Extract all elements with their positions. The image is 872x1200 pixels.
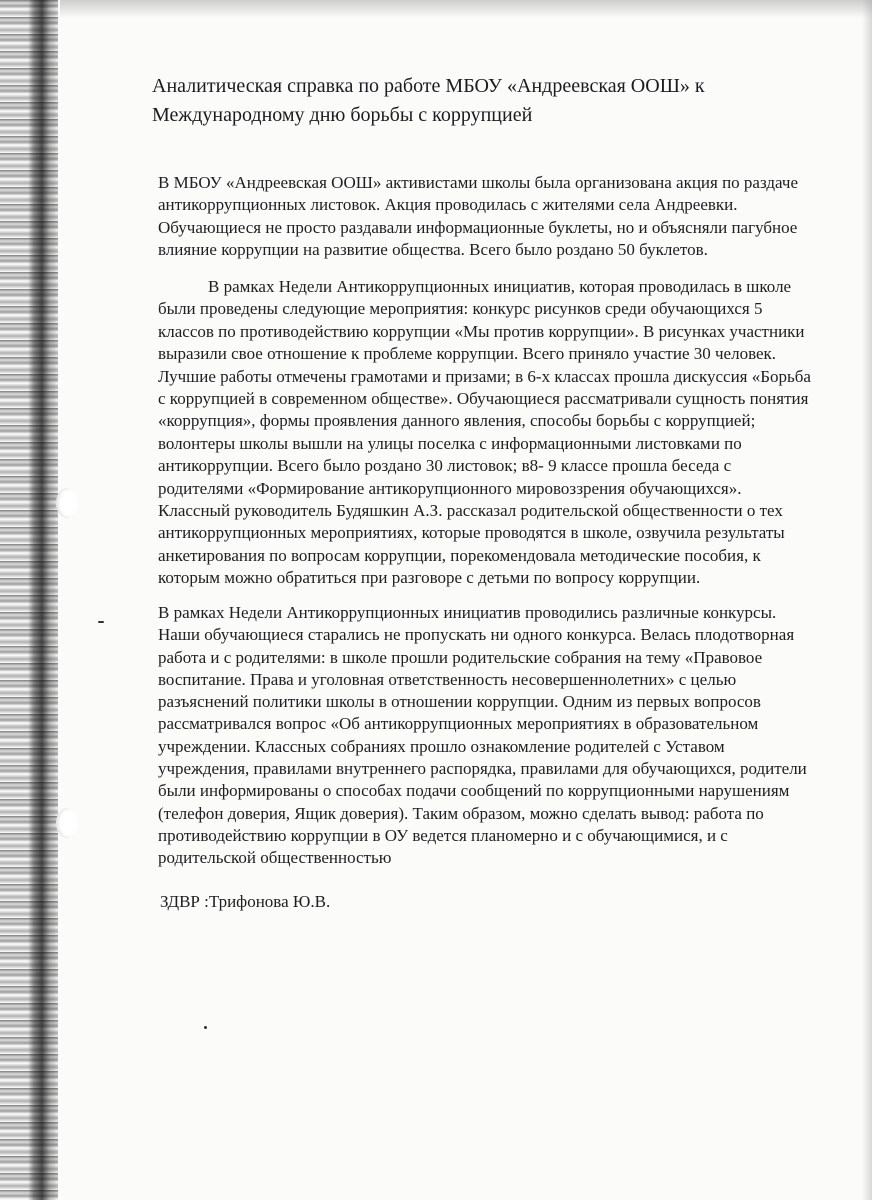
text-line: родительской общественностью	[158, 848, 392, 868]
text-line: рассматривался вопрос «Об антикоррупционных мероприятиях в образовательном	[158, 714, 759, 734]
text-line: В МБОУ «Андреевская ООШ» активистами школы была организована акция по раздаче	[158, 173, 798, 192]
text-line: (телефон доверия, Ящик доверия). Таким образом, можно сделать вывод: работа по	[158, 803, 764, 823]
signature-line: ЗДВР :Трифонова Ю.В.	[160, 892, 331, 911]
text-line: разъяснений политики школы в отношении коррупции. Одним из первых вопросов	[158, 692, 761, 712]
paragraph-contests-and-parents	[158, 602, 838, 870]
text-line: Обучающиеся не просто раздавали информационные буклеты, но и объясняли пагубное	[158, 217, 798, 237]
punch-hole	[56, 488, 78, 518]
text-line: были информированы о способах подачи сообщений по коррупционными нарушениям	[158, 781, 790, 801]
title-line: Международному дню борьбы с коррупцией	[152, 104, 533, 126]
scan-top-shadow	[60, 0, 872, 18]
paragraph-anticorruption-week	[158, 276, 838, 590]
text-line: учреждения, правилами внутреннего распорядка, правилами для обучающихся, родители	[158, 759, 807, 779]
text-line: классов по противодействию коррупции «Мы против коррупции». В рисунках участники	[158, 321, 805, 341]
scan-binding-edge	[0, 0, 58, 1200]
text-line: В рамках Недели Антикоррупционных инициатив, которая проводилась в школе	[208, 277, 792, 296]
text-line: которым можно обратиться при разговоре с детьми по вопросу коррупции.	[158, 568, 701, 588]
text-line: анкетирования по вопросам коррупции, порекомендовала методические пособия, к	[158, 545, 761, 565]
text-line: волонтеры школы вышли на улицы поселка с информационными листовками по	[158, 433, 742, 453]
text-line: «коррупция», формы проявления данного явления, способы борьбы с коррупцией;	[158, 411, 756, 431]
text-line: с коррупцией в современном обществе». Обучающиеся рассматривали сущность понятия	[158, 389, 809, 409]
paragraph-leaflet-campaign	[158, 172, 838, 262]
text-line: работа и с родителями: в школе прошли родительские собрания на тему «Правовое	[158, 647, 763, 667]
text-line: родителями «Формирование антикорупционного мировоззрения обучающихся».	[158, 478, 742, 498]
text-line: учреждении. Классных собраниях прошло ознакомление родителей с Уставом	[158, 736, 725, 756]
text-line: выразили свое отношение к проблеме коррупции. Всего приняло участие 30 человек.	[158, 344, 777, 364]
text-line: были проведены следующие мероприятия: конкурс рисунков среди обучающихся 5	[158, 299, 763, 319]
punch-hole	[56, 808, 78, 838]
text-line: антикоррупции. Всего было роздано 30 листовок; в8- 9 классе прошла беседа с	[158, 456, 732, 476]
text-line: Лучшие работы отмечены грамотами и призами; в 6-х классах прошла дискуссия «Борьба	[158, 366, 811, 386]
title-line: Аналитическая справка по работе МБОУ «Андреевская ООШ» к	[152, 75, 705, 97]
text-line: антикоррупционных мероприятиях, которые проводятся в школе, озвучила результаты	[158, 523, 785, 543]
text-line: противодействию коррупции в ОУ ведется планомерно и с обучающимися, и с	[158, 825, 728, 845]
scan-speck	[98, 621, 104, 623]
text-line: В рамках Недели Антикоррупционных инициатив проводились различные конкурсы.	[158, 603, 777, 622]
scan-speck	[204, 1026, 207, 1029]
text-line: воспитание. Права и уголовная ответственность несовершеннолетних» с целью	[158, 669, 737, 689]
scan-right-shadow	[862, 0, 872, 1200]
text-line: влияние коррупции на развитие общества. Всего было роздано 50 буклетов.	[158, 240, 708, 260]
text-line: Классный руководитель Будяшкин А.З. рассказал родительской общественности о тех	[158, 501, 783, 521]
document-title	[152, 72, 752, 130]
text-line: Наши обучающиеся старались не пропускать ни одного конкурса. Велась плодотворная	[158, 625, 795, 645]
text-line: антикоррупционных листовок. Акция проводилась с жителями села Андреевки.	[158, 195, 738, 215]
